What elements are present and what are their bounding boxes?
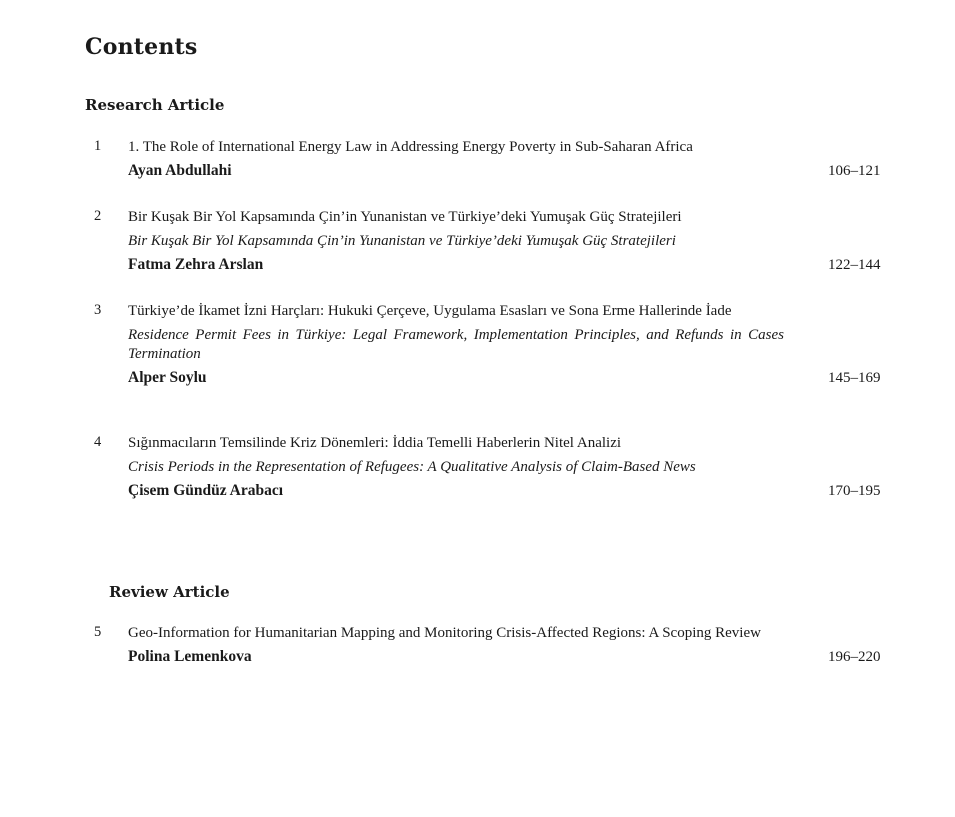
entry-title-english: Residence Permit Fees in Türkiye: Legal Framework, Implementation Principles, and Refunds in Cases Termination bbox=[128, 327, 784, 362]
entry-number: 2 bbox=[94, 208, 102, 224]
entry-number: 5 bbox=[94, 624, 102, 640]
entry-title[interactable]: Sığınmacıların Temsilinde Kriz Dönemleri: İddia Temelli Haberlerin Nitel Analizi bbox=[128, 435, 622, 451]
entry-title-english: Bir Kuşak Bir Yol Kapsamında Çin’in Yunanistan ve Türkiye’deki Yumuşak Güç Stratejileri bbox=[128, 233, 676, 249]
entry-title[interactable]: Geo-Information for Humanitarian Mapping and Monitoring Crisis-Affected Regions: A Scoping Review bbox=[128, 625, 761, 641]
entry-author: Çisem Gündüz Arabacı bbox=[128, 482, 284, 499]
entry-body bbox=[128, 208, 881, 275]
entry-body bbox=[128, 138, 881, 181]
entry-pages: 106–121 bbox=[828, 163, 881, 179]
entry-title[interactable]: 1. The Role of International Energy Law in Addressing Energy Poverty in Sub-Saharan Africa bbox=[128, 139, 693, 155]
entry-title[interactable]: Türkiye’de İkamet İzni Harçları: Hukuki Çerçeve, Uygulama Esasları ve Sona Erme Hallerinde İade bbox=[128, 303, 732, 319]
entry-body bbox=[128, 624, 881, 667]
entry-author: Ayan Abdullahi bbox=[128, 162, 232, 179]
section-heading-research-article: Research Article bbox=[85, 96, 225, 114]
entry-author: Fatma Zehra Arslan bbox=[128, 256, 264, 273]
entry-author-row bbox=[128, 161, 881, 181]
entry-pages: 196–220 bbox=[828, 649, 881, 665]
entry-body bbox=[128, 302, 881, 388]
entry-author-row bbox=[128, 255, 881, 275]
entry-number: 4 bbox=[94, 434, 102, 450]
entry-title-english: Crisis Periods in the Representation of Refugees: A Qualitative Analysis of Claim-Based News bbox=[128, 459, 696, 475]
entry-body bbox=[128, 434, 881, 501]
entry-title[interactable]: Bir Kuşak Bir Yol Kapsamında Çin’in Yunanistan ve Türkiye’deki Yumuşak Güç Stratejileri bbox=[128, 209, 682, 225]
entry-pages: 122–144 bbox=[828, 257, 881, 273]
entry-author-row bbox=[128, 368, 881, 388]
entry-number: 1 bbox=[94, 138, 102, 154]
entry-pages: 145–169 bbox=[828, 370, 881, 386]
page-title: Contents bbox=[85, 34, 198, 60]
entry-author: Alper Soylu bbox=[128, 369, 207, 386]
entry-number: 3 bbox=[94, 302, 102, 318]
entry-author-row bbox=[128, 481, 881, 501]
entry-pages: 170–195 bbox=[828, 483, 881, 499]
section-heading-review-article: Review Article bbox=[109, 583, 230, 601]
entry-author-row bbox=[128, 647, 881, 667]
entry-author: Polina Lemenkova bbox=[128, 648, 252, 665]
